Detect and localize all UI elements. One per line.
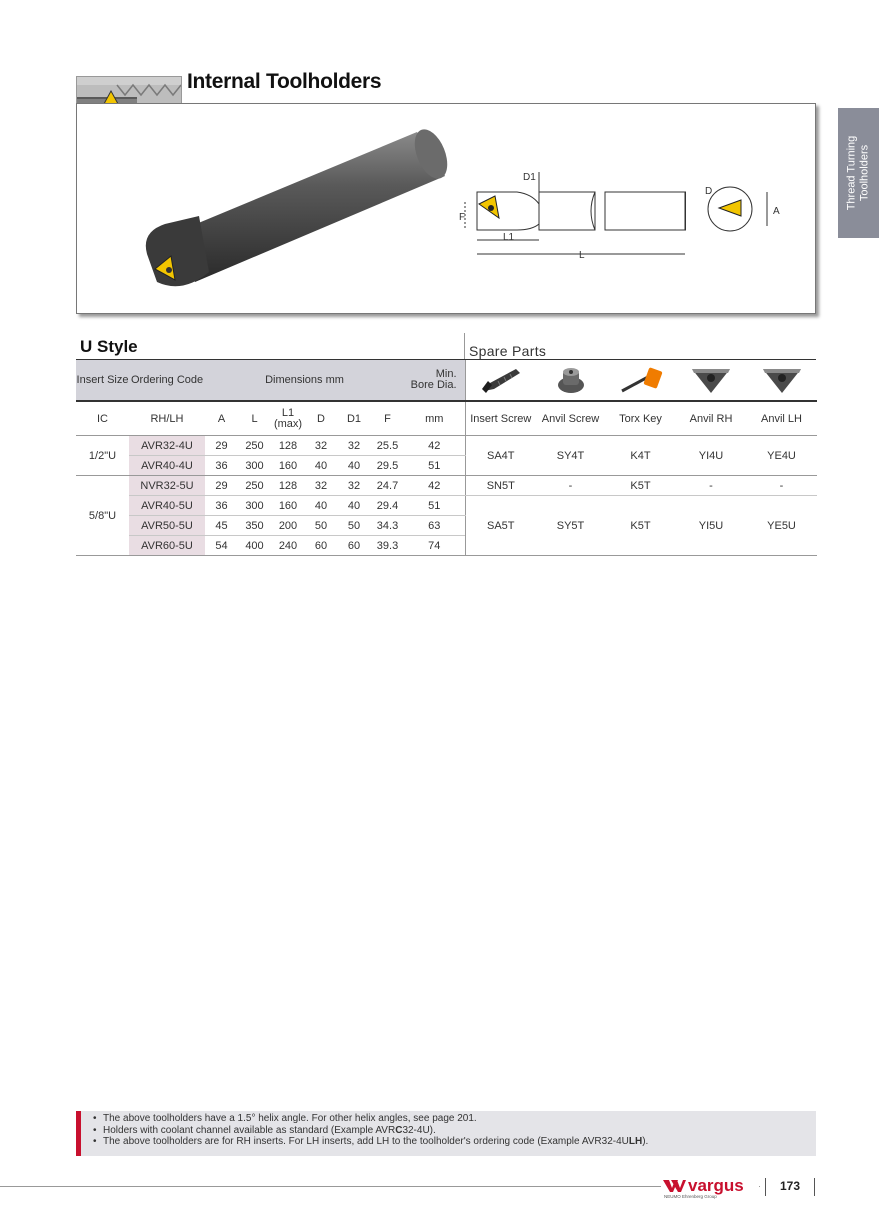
page-number: 173 [780, 1179, 801, 1193]
notes-accent-bar [76, 1111, 81, 1156]
col-header-a: A [205, 401, 238, 436]
col-header-insert-screw: Insert Screw [465, 401, 536, 436]
anvil-lh-icon-cell [746, 360, 817, 401]
dim-d: 60 [305, 536, 337, 556]
side-tab-line2: Toolholders [858, 144, 871, 202]
insert-screw-value: SN5T [465, 476, 536, 496]
col-header-l: L [238, 401, 271, 436]
group-header-dimensions: Dimensions mm [205, 360, 404, 401]
insert-screw-icon [478, 365, 524, 395]
col-header-anvil-screw: Anvil Screw [536, 401, 605, 436]
min-bore: 42 [404, 436, 465, 456]
dim-d1: 32 [337, 436, 371, 456]
group-header-min-bore: Min. Bore Dia. [404, 360, 465, 401]
col-header-l1: L1 (max) [271, 401, 305, 436]
drawing-label-f: F [459, 212, 466, 223]
insert-screw-value: SA4T [465, 436, 536, 476]
footer-rule [0, 1186, 760, 1187]
anvil-screw-value: SY4T [536, 436, 605, 476]
group-header-insert-size: Insert Size [76, 360, 129, 401]
dim-d: 32 [305, 476, 337, 496]
dim-l: 250 [238, 436, 271, 456]
section-title-u-style: U Style [80, 337, 138, 356]
svg-text:NEUMO Ehrenberg Group: NEUMO Ehrenberg Group [664, 1194, 717, 1199]
note-lh-inserts: • The above toolholders are for RH inserts. For LH inserts, add LH to the toolholder's ordering code (Example AVR32-4ULH). [103, 1136, 816, 1148]
dim-a: 54 [205, 536, 238, 556]
dim-l1: 128 [271, 476, 305, 496]
ordering-code: AVR40-4U [129, 456, 205, 476]
dim-d1: 40 [337, 456, 371, 476]
col-header-ic: IC [76, 401, 129, 436]
dim-a: 29 [205, 476, 238, 496]
col-header-anvil-lh: Anvil LH [746, 401, 817, 436]
table-row [76, 436, 817, 456]
dim-l1: 240 [271, 536, 305, 556]
dim-f: 25.5 [371, 436, 404, 456]
anvil-lh-value: - [746, 476, 817, 496]
dim-l1: 128 [271, 436, 305, 456]
ordering-code: AVR50-5U [129, 516, 205, 536]
dim-f: 29.4 [371, 496, 404, 516]
notes-box [76, 1111, 816, 1156]
table-row [76, 496, 817, 516]
anvil-screw-icon-cell [536, 360, 605, 401]
anvil-rh-icon [688, 365, 734, 395]
table-row [76, 476, 817, 496]
min-bore: 42 [404, 476, 465, 496]
dim-l: 400 [238, 536, 271, 556]
drawing-label-a: A [773, 206, 780, 217]
dim-d1: 32 [337, 476, 371, 496]
dim-l: 350 [238, 516, 271, 536]
dim-d: 40 [305, 496, 337, 516]
torx-key-icon [616, 365, 666, 395]
torx-key-value: K5T [605, 476, 676, 496]
anvil-rh-icon-cell [676, 360, 746, 401]
toolholder-table [76, 360, 816, 556]
min-bore: 74 [404, 536, 465, 556]
ordering-code: AVR40-5U [129, 496, 205, 516]
anvil-screw-value: - [536, 476, 605, 496]
torx-key-value: K4T [605, 436, 676, 476]
drawing-label-d1: D1 [523, 172, 536, 183]
anvil-lh-icon [759, 365, 805, 395]
dim-d: 50 [305, 516, 337, 536]
dim-l1: 200 [271, 516, 305, 536]
dim-l: 300 [238, 496, 271, 516]
drawing-label-d: D [705, 186, 713, 197]
dim-l1: 160 [271, 496, 305, 516]
col-header-mm: mm [404, 401, 465, 436]
anvil-lh-value: YE4U [746, 436, 817, 476]
anvil-rh-value: YI5U [676, 496, 746, 556]
dim-d: 40 [305, 456, 337, 476]
dim-l: 300 [238, 456, 271, 476]
toolholder-photo [146, 125, 454, 287]
drawing-label-l1: L1 [503, 232, 515, 243]
col-header-rhlh: RH/LH [129, 401, 205, 436]
anvil-screw-icon [553, 365, 589, 395]
dim-a: 45 [205, 516, 238, 536]
page-title: Internal Toolholders [187, 70, 382, 93]
dim-f: 29.5 [371, 456, 404, 476]
dim-f: 24.7 [371, 476, 404, 496]
ordering-code: AVR60-5U [129, 536, 205, 556]
section-side-tab [838, 108, 879, 238]
ic-cell: 1/2"U [76, 436, 129, 476]
dim-l1: 160 [271, 456, 305, 476]
dim-a: 36 [205, 456, 238, 476]
min-bore: 51 [404, 496, 465, 516]
spare-parts-title: Spare Parts [469, 343, 547, 359]
anvil-rh-value: - [676, 476, 746, 496]
col-header-d: D [305, 401, 337, 436]
drawing-label-l: L [579, 250, 585, 261]
torx-key-icon-cell [605, 360, 676, 401]
insert-screw-icon-cell [465, 360, 536, 401]
anvil-lh-value: YE5U [746, 496, 817, 556]
dim-d1: 60 [337, 536, 371, 556]
dim-a: 36 [205, 496, 238, 516]
heading-separator [464, 333, 465, 361]
footer-separator [814, 1178, 815, 1196]
footer-separator [765, 1178, 766, 1196]
min-bore: 51 [404, 456, 465, 476]
product-image-panel [76, 103, 816, 314]
svg-text:vargus: vargus [688, 1176, 744, 1195]
dim-f: 34.3 [371, 516, 404, 536]
ordering-code: AVR32-4U [129, 436, 205, 456]
dim-d: 32 [305, 436, 337, 456]
insert-screw-value: SA5T [465, 496, 536, 556]
dim-d1: 50 [337, 516, 371, 536]
dim-l: 250 [238, 476, 271, 496]
dim-a: 29 [205, 436, 238, 456]
note-helix: • The above toolholders have a 1.5° helix angle. For other helix angles, see page 201. [103, 1113, 816, 1125]
ic-cell: 5/8"U [76, 476, 129, 556]
col-header-anvil-rh: Anvil RH [676, 401, 746, 436]
min-bore: 63 [404, 516, 465, 536]
col-header-f: F [371, 401, 404, 436]
ordering-code: NVR32-5U [129, 476, 205, 496]
side-tab-line1: Thread Turning [845, 135, 858, 211]
col-header-torx-key: Torx Key [605, 401, 676, 436]
note-coolant: • Holders with coolant channel available as standard (Example AVRC32-4U). [103, 1125, 816, 1137]
anvil-screw-value: SY5T [536, 496, 605, 556]
torx-key-value: K5T [605, 496, 676, 556]
vargus-logo [661, 1174, 759, 1200]
col-header-d1: D1 [337, 401, 371, 436]
dim-d1: 40 [337, 496, 371, 516]
dim-f: 39.3 [371, 536, 404, 556]
group-header-ordering-code: Ordering Code [129, 360, 205, 401]
anvil-rh-value: YI4U [676, 436, 746, 476]
